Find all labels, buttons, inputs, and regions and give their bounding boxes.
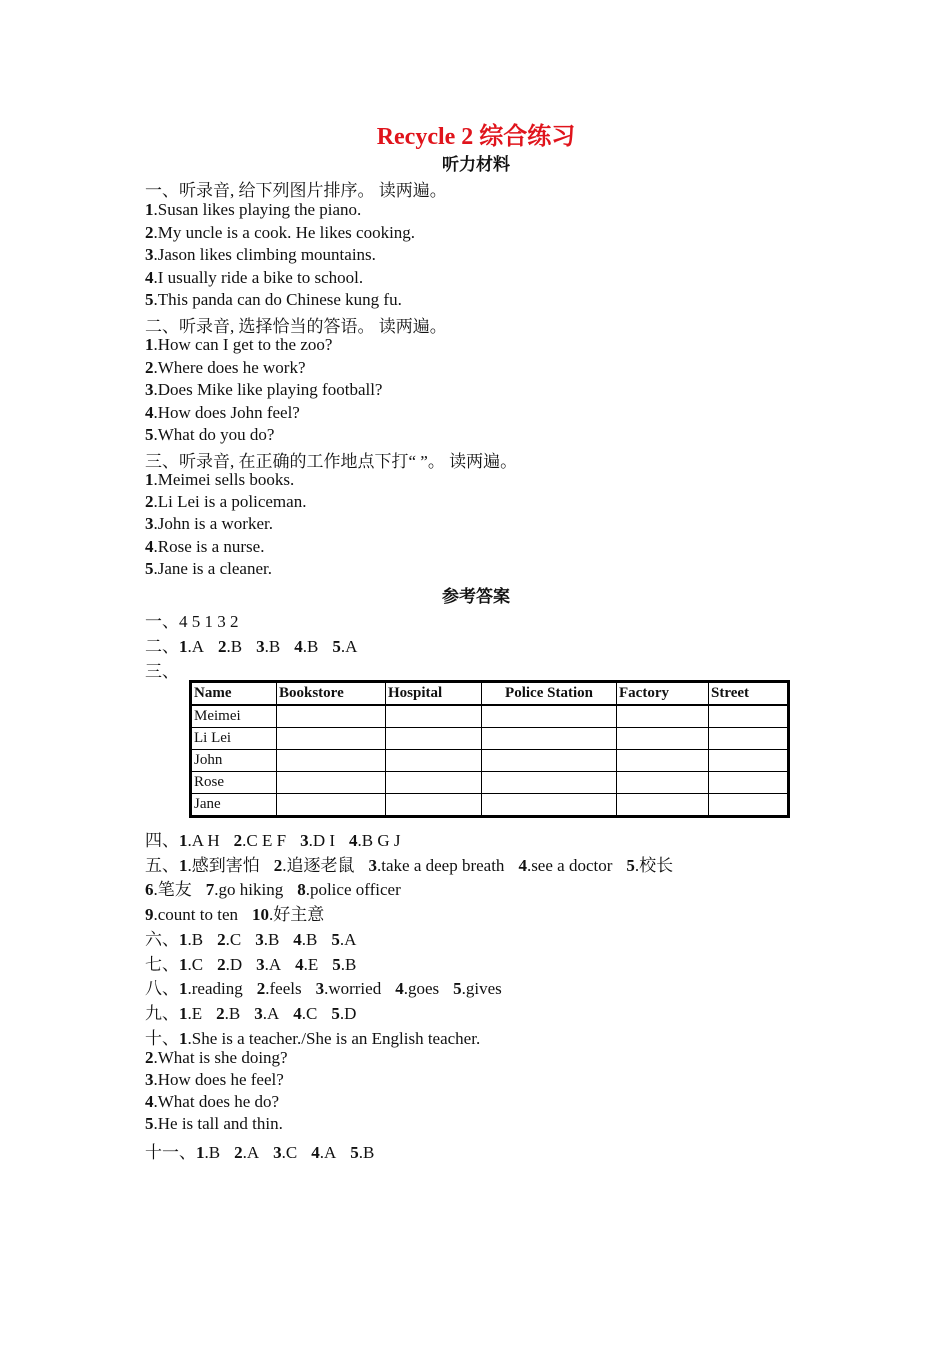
answer-number: 1	[179, 1029, 188, 1048]
answer-number: 3	[300, 831, 309, 850]
answer-text: .笔友	[153, 880, 192, 899]
table-empty-cell	[386, 772, 482, 794]
answer-text: .She is a teacher./She is an English teacher.	[187, 1029, 481, 1048]
answer-text: .go hiking	[214, 880, 284, 899]
table-header-cell: Name	[191, 682, 277, 706]
answer-number: 5	[453, 979, 462, 998]
answer-table	[189, 680, 790, 818]
item-number: 3	[145, 514, 154, 534]
table-name-cell: John	[191, 750, 277, 772]
item-text: .Rose is a nurse.	[153, 536, 265, 556]
answer-4	[145, 826, 401, 851]
answer-number: 3	[254, 1004, 263, 1023]
item-text: .Li Lei is a policeman.	[153, 492, 307, 512]
answer-number: 4	[349, 831, 358, 850]
answer-text: .B	[263, 930, 280, 949]
section1-item	[145, 290, 402, 310]
section1-heading: 一、听录音, 给下列图片排序。 读两遍。	[145, 181, 447, 200]
item-text: .My uncle is a cook. He likes cooking.	[153, 222, 416, 242]
answer-10-item	[145, 1092, 279, 1112]
section2-item	[145, 358, 306, 378]
section2-item	[145, 335, 332, 355]
table-header-cell: Factory	[617, 682, 709, 706]
item-text: .How does John feel?	[153, 402, 300, 422]
table-row	[191, 772, 789, 794]
section2-item	[145, 403, 300, 423]
answer-text: .D I	[308, 831, 336, 850]
answer-text: .B	[226, 637, 243, 656]
answer-5	[145, 851, 673, 876]
answer-text: .A	[339, 930, 357, 949]
answer-number: 4	[293, 930, 302, 949]
item-text: .What is she doing?	[153, 1048, 288, 1067]
answer-number: 5	[331, 930, 340, 949]
answer-text: .worried	[324, 979, 382, 998]
answers-heading: 参考答案	[442, 587, 510, 607]
table-empty-cell	[386, 750, 482, 772]
answer-number: 8	[297, 880, 306, 899]
answer-10-item	[145, 1070, 284, 1090]
table-empty-cell	[482, 772, 617, 794]
table-name-cell: Meimei	[191, 705, 277, 728]
answer-text: .gives	[461, 979, 502, 998]
listening-heading: 听力材料	[442, 155, 510, 175]
answer-text: .D	[225, 955, 243, 974]
answer-number: 4	[311, 1143, 320, 1162]
item-text: .Meimei sells books.	[153, 470, 295, 489]
answer-prefix: 二、	[145, 637, 179, 656]
table-empty-cell	[277, 705, 386, 728]
table-empty-cell	[617, 750, 709, 772]
answer-text: .C	[301, 1004, 318, 1023]
answer-text: .B	[224, 1004, 241, 1023]
item-number: 5	[145, 558, 154, 578]
item-text: .He is tall and thin.	[153, 1114, 283, 1133]
answer-text: .feels	[265, 979, 302, 998]
section2-item	[145, 425, 274, 445]
item-number: 3	[145, 1070, 154, 1089]
table-empty-cell	[386, 705, 482, 728]
answer-text: .B	[301, 930, 318, 949]
item-text: .Susan likes playing the piano.	[153, 200, 362, 219]
table-header-cell: Hospital	[386, 682, 482, 706]
answer-number: 4	[295, 955, 304, 974]
section3-item	[145, 492, 306, 512]
table-empty-cell	[482, 728, 617, 750]
table-row	[191, 728, 789, 750]
answer-text: .police officer	[305, 880, 401, 899]
section3-item	[145, 537, 264, 557]
answer-text: .reading	[187, 979, 243, 998]
answer-text: .B	[340, 955, 357, 974]
table-empty-cell	[386, 728, 482, 750]
table-row	[191, 750, 789, 772]
answer-number: 10	[252, 905, 270, 924]
answer-7	[145, 950, 356, 975]
table-empty-cell	[617, 705, 709, 728]
answer-text: .take a deep breath	[377, 856, 505, 875]
answer-text: .D	[339, 1004, 357, 1023]
table-name-cell: Rose	[191, 772, 277, 794]
table-name-cell: Jane	[191, 794, 277, 817]
answer-number: 1	[179, 1004, 188, 1023]
section3-heading: 三、听录音, 在正确的工作地点下打“ ”。 读两遍。	[145, 452, 518, 471]
table-empty-cell	[277, 772, 386, 794]
item-number: 3	[145, 380, 154, 399]
answer-6	[145, 925, 356, 950]
answer-text: .A	[264, 955, 282, 974]
answer-number: 1	[179, 856, 188, 875]
table-empty-cell	[386, 794, 482, 817]
answer-9	[145, 999, 356, 1024]
title-en: Recycle 2	[376, 124, 474, 150]
answer-number: 3	[256, 955, 265, 974]
section3-item	[145, 514, 273, 534]
item-number: 1	[145, 470, 154, 489]
table-empty-cell	[617, 772, 709, 794]
item-text: .How does he feel?	[153, 1070, 284, 1089]
answer-text: .B	[187, 930, 204, 949]
answer-prefix: 十、	[145, 1029, 179, 1048]
item-number: 4	[145, 267, 154, 287]
answer-text: .B	[302, 637, 319, 656]
answer-number: 6	[145, 880, 154, 899]
answer-number: 3	[315, 979, 325, 998]
item-number: 2	[145, 222, 154, 242]
answer-text: .A	[242, 1143, 260, 1162]
section2-heading: 二、听录音, 选择恰当的答语。 读两遍。	[145, 317, 447, 336]
item-text: .How can I get to the zoo?	[153, 335, 333, 354]
answer-text: .B	[358, 1143, 375, 1162]
answer-text: .A	[340, 637, 358, 656]
table-header-cell: Police Station	[482, 682, 617, 706]
answer-number: 2	[217, 955, 226, 974]
item-number: 4	[145, 1092, 154, 1111]
table-row	[191, 705, 789, 728]
table-empty-cell	[482, 750, 617, 772]
answer-text: .goes	[403, 979, 440, 998]
item-text: .Where does he work?	[153, 357, 306, 377]
section3-item	[145, 559, 272, 579]
item-text: .Jane is a cleaner.	[153, 558, 272, 578]
section1-item	[145, 200, 361, 220]
answer-text: .C	[187, 955, 204, 974]
table-body	[191, 705, 789, 817]
answer-5-cont	[145, 875, 401, 900]
section2-item	[145, 380, 382, 400]
answer-1: 一、4 5 1 3 2	[145, 612, 239, 631]
section1-item	[145, 245, 376, 265]
answer-text: .追逐老鼠	[282, 856, 355, 875]
answer-text: .B G J	[357, 831, 401, 850]
answer-10	[145, 1024, 480, 1049]
answer-number: 2	[273, 856, 283, 875]
answer-text: .B	[204, 1143, 221, 1162]
answer-text: .C	[281, 1143, 298, 1162]
answer-prefix: 五、	[145, 856, 179, 875]
answer-prefix: 七、	[145, 955, 179, 974]
answer-number: 1	[179, 637, 188, 656]
item-text: .John is a worker.	[153, 514, 273, 534]
answer-5-cont2	[145, 900, 324, 925]
section3-item	[145, 470, 294, 490]
answer-number: 3	[273, 1143, 282, 1162]
answer-text: .A	[262, 1004, 280, 1023]
section1-item	[145, 223, 415, 243]
table-empty-cell	[709, 772, 789, 794]
table-empty-cell	[617, 728, 709, 750]
answer-text: .校长	[634, 856, 674, 875]
answer-number: 4	[395, 979, 404, 998]
table-empty-cell	[709, 728, 789, 750]
answer-number: 5	[332, 637, 341, 656]
item-number: 2	[145, 357, 154, 377]
answer-number: 5	[626, 856, 635, 875]
answer-number: 5	[350, 1143, 359, 1162]
answer-number: 4	[293, 1004, 302, 1023]
item-text: .What does he do?	[153, 1092, 280, 1111]
answer-text: .A	[187, 637, 205, 656]
answer-number: 1	[179, 979, 188, 998]
answer-prefix: 六、	[145, 930, 179, 949]
answer-text: .好主意	[269, 905, 325, 924]
answer-10-item	[145, 1114, 283, 1134]
item-number: 4	[145, 536, 154, 556]
table-empty-cell	[709, 794, 789, 817]
answer-number: 7	[205, 880, 215, 899]
item-number: 4	[145, 402, 154, 422]
table-header-row	[191, 682, 789, 706]
title-zh: 综合练习	[479, 122, 576, 150]
answer-3-label: 三、	[145, 662, 179, 681]
table-empty-cell	[482, 794, 617, 817]
item-text: .Does Mike like playing football?	[153, 380, 383, 399]
answer-number: 2	[233, 831, 243, 850]
answer-number: 1	[179, 955, 188, 974]
answer-number: 3	[256, 637, 265, 656]
answer-text: .A H	[187, 831, 220, 850]
item-number: 1	[145, 200, 154, 219]
answer-number: 5	[332, 955, 341, 974]
table-empty-cell	[709, 705, 789, 728]
item-number: 3	[145, 245, 154, 264]
table-row	[191, 794, 789, 817]
answer-number: 3	[255, 930, 264, 949]
answer-number: 4	[294, 637, 303, 656]
table-empty-cell	[277, 794, 386, 817]
table-header-cell: Street	[709, 682, 789, 706]
answer-number: 4	[518, 856, 527, 875]
page-title	[0, 116, 952, 151]
answer-10-item	[145, 1048, 288, 1068]
answer-11	[145, 1138, 374, 1163]
table-header-cell: Bookstore	[277, 682, 386, 706]
answer-text: .E	[187, 1004, 203, 1023]
item-number: 5	[145, 1114, 154, 1133]
answer-number: 1	[179, 831, 188, 850]
table-empty-cell	[709, 750, 789, 772]
answer-prefix: 八、	[145, 979, 179, 998]
answer-text: .see a doctor	[526, 856, 613, 875]
item-text: .What do you do?	[153, 425, 275, 444]
answer-number: 1	[196, 1143, 205, 1162]
answer-number: 1	[179, 930, 188, 949]
item-number: 5	[145, 290, 154, 309]
answer-number: 9	[145, 905, 154, 924]
answer-8	[145, 974, 502, 999]
answer-prefix: 九、	[145, 1004, 179, 1023]
item-number: 2	[145, 1048, 154, 1067]
table-empty-cell	[277, 750, 386, 772]
answer-number: 5	[331, 1004, 340, 1023]
item-text: .This panda can do Chinese kung fu.	[153, 290, 402, 309]
answer-number: 3	[368, 856, 377, 875]
item-text: .Jason likes climbing mountains.	[153, 245, 376, 264]
answer-number: 2	[217, 930, 226, 949]
table-empty-cell	[482, 705, 617, 728]
answer-number: 2	[216, 1004, 225, 1023]
answer-text: .E	[303, 955, 319, 974]
answer-text: .A	[319, 1143, 337, 1162]
answer-number: 2	[234, 1143, 243, 1162]
item-number: 1	[145, 335, 154, 354]
answer-number: 2	[218, 637, 227, 656]
answer-text: .B	[264, 637, 281, 656]
table-empty-cell	[617, 794, 709, 817]
answer-text: .C	[225, 930, 242, 949]
answer-text: .感到害怕	[187, 856, 260, 875]
answer-2	[145, 632, 357, 657]
answer-text: .C E F	[242, 831, 287, 850]
answer-number: 2	[256, 979, 266, 998]
table-name-cell: Li Lei	[191, 728, 277, 750]
item-number: 5	[145, 425, 154, 444]
table-empty-cell	[277, 728, 386, 750]
answer-text: .count to ten	[153, 905, 239, 924]
answer-prefix: 十一、	[145, 1143, 196, 1162]
section1-item	[145, 268, 363, 288]
item-number: 2	[145, 492, 154, 512]
answer-prefix: 四、	[145, 831, 179, 850]
item-text: .I usually ride a bike to school.	[153, 267, 364, 287]
